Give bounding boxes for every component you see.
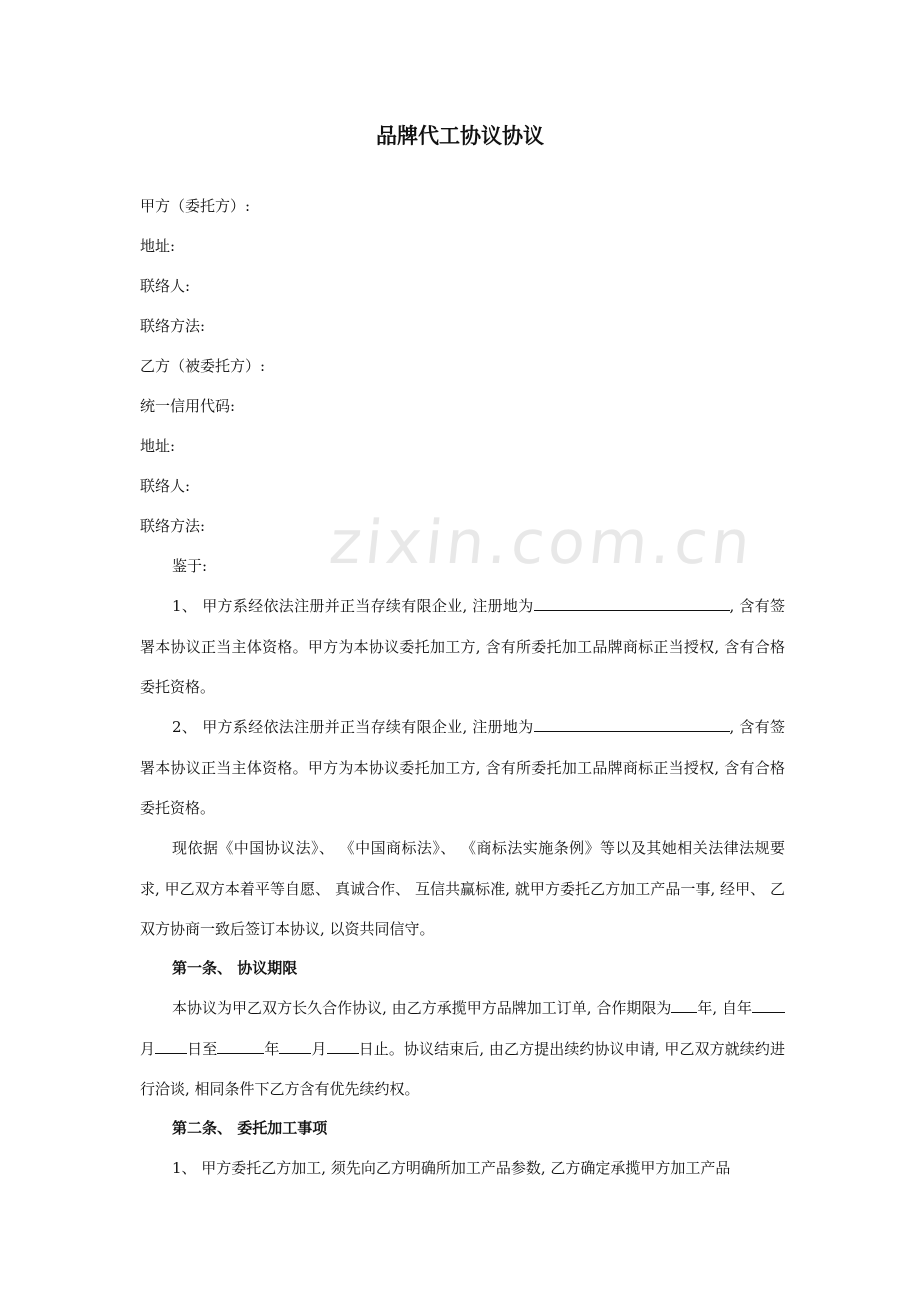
party-b-label: 乙方（被委托方）: [140, 357, 266, 375]
party-b-contact-label: 联络人: [140, 477, 191, 495]
term-years-blank [671, 995, 697, 1013]
recital-2-text-a: 2、 甲方系经依法注册并正当存续有限企业, 注册地为 [172, 718, 534, 736]
start-year-blank [752, 995, 785, 1013]
end-day-blank [327, 1036, 359, 1054]
party-b-contact-method-label: 联络方法: [140, 517, 206, 535]
article-1-text-7: 日止。协议结束后, 由乙方提出续约协议申请, 甲乙双方就续约进行洽谈, 相同条件下乙方含有优先续约权。 [140, 1039, 785, 1098]
party-b-address-label: 地址: [140, 437, 176, 455]
article-1-paragraph [140, 988, 785, 1110]
recital-paragraph-2 [140, 707, 785, 829]
recital-1-text-a: 1、 甲方系经依法注册并正当存续有限企业, 注册地为 [172, 597, 534, 615]
recital-paragraph-1 [140, 586, 785, 708]
recital-2-text-b: , 含有签署本协议正当主体资格。甲方为本协议委托加工方, 含有所委托加工品牌商标正当授权, 含有合格委托资格。 [140, 718, 785, 817]
recital-1-text-b: , 含有签署本协议正当主体资格。甲方为本协议委托加工方, 含有所委托加工品牌商标正当授权, 含有合格委托资格。 [140, 597, 785, 696]
party-a-contact-method-label: 联络方法: [140, 317, 206, 335]
article-1-text-6: 月 [311, 1039, 327, 1058]
article-1-text-3: 月 [140, 1039, 156, 1058]
party-a-label: 甲方（委托方）: [140, 197, 251, 215]
document-title: 品牌代工协议协议 [376, 123, 544, 148]
article-1-text-5: 年 [264, 1039, 280, 1058]
registration-place-blank-1 [534, 593, 730, 611]
end-month-blank [279, 1036, 311, 1054]
article-1-heading: 第一条、 协议期限 [172, 959, 298, 977]
start-month-blank [155, 1036, 187, 1054]
recital-label: 鉴于: [172, 557, 208, 575]
party-a-contact-label: 联络人: [140, 277, 191, 295]
article-1-text-2: 年, 自年 [697, 999, 752, 1017]
end-year-blank [217, 1036, 264, 1054]
party-b-credit-code-label: 统一信用代码: [140, 397, 236, 415]
basis-paragraph: 现依据《中国协议法》、 《中国商标法》、 《商标法实施条例》等以及其她相关法律法规要求, 甲乙双方本着平等自愿、 真诚合作、 互信共赢标准, 就甲方委托乙方加工产品一事, 经甲、 乙双方协商一致后签订本协议, 以资共同信守。 [140, 839, 785, 938]
article-1-text-1: 本协议为甲乙双方长久合作协议, 由乙方承揽甲方品牌加工订单, 合作期限为 [172, 999, 672, 1017]
article-2-item-1: 1、 甲方委托乙方加工, 须先向乙方明确所加工产品参数, 乙方确定承揽甲方加工产品 [172, 1159, 731, 1177]
registration-place-blank-2 [534, 714, 730, 732]
article-1-text-4: 日至 [187, 1039, 218, 1058]
article-2-heading: 第二条、 委托加工事项 [172, 1119, 328, 1137]
watermark: zixin.com.cn [326, 508, 758, 578]
party-a-address-label: 地址: [140, 237, 176, 255]
